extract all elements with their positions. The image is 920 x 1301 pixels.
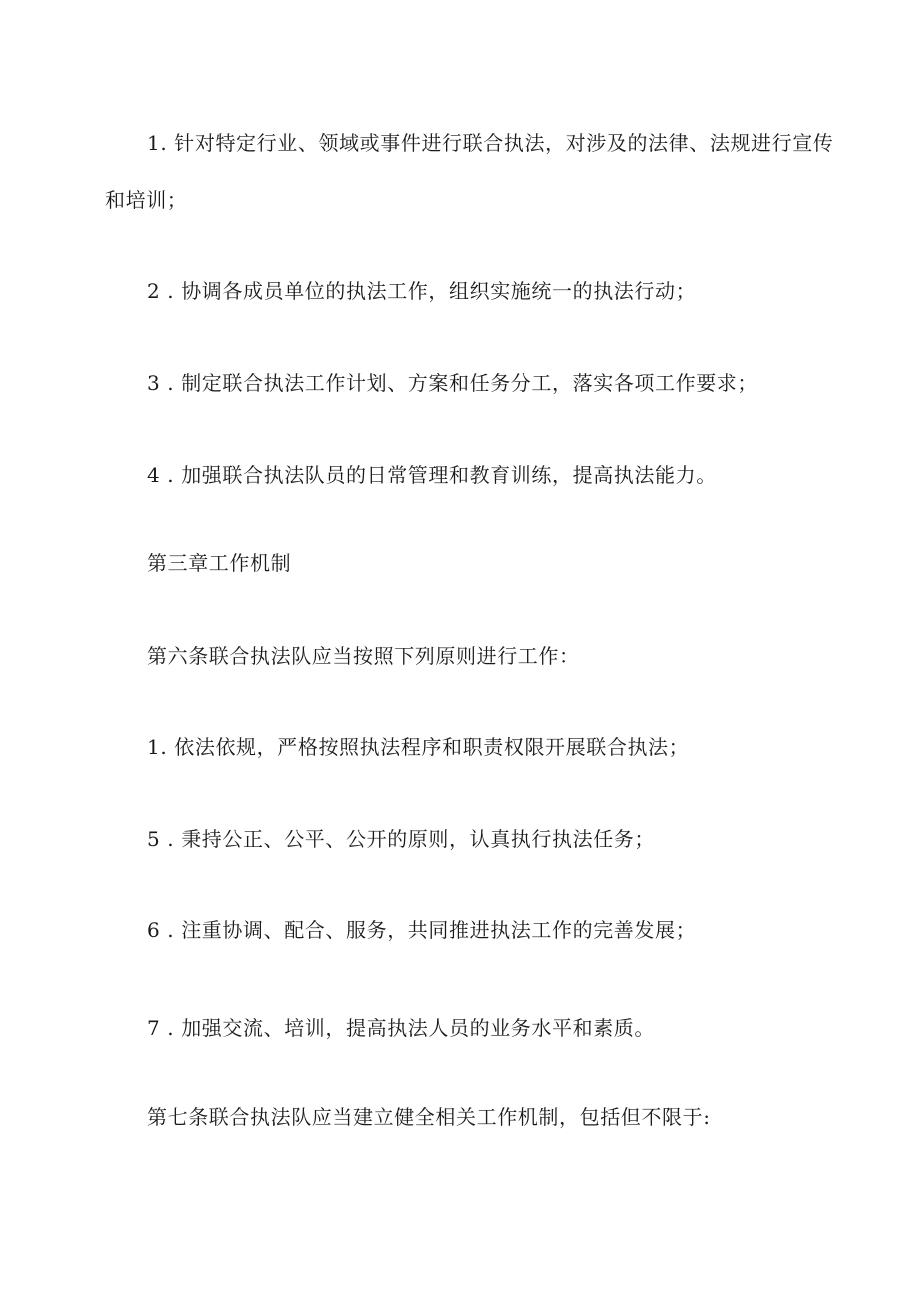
- paragraph-4: 4 . 加强联合执法队员的日常管理和教育训练，提高执法能力。: [147, 463, 717, 487]
- chapter-heading: 第三章工作机制: [147, 551, 292, 575]
- paragraph-principle-7: 7 . 加强交流、培训，提高执法人员的业务水平和素质。: [147, 1016, 655, 1040]
- paragraph-1-line-2: 和培训；: [105, 188, 188, 212]
- paragraph-principle-5: 5 . 秉持公正、公平、公开的原则，认真执行执法任务；: [147, 827, 655, 851]
- paragraph-article-7: 第七条联合执法队应当建立健全相关工作机制，包括但不限于:: [147, 1105, 711, 1129]
- paragraph-1-line-1: 1. 针对特定行业、领域或事件进行联合执法，对涉及的法律、法规进行宣传: [147, 131, 834, 155]
- paragraph-article-6: 第六条联合执法队应当按照下列原则进行工作：: [147, 644, 580, 668]
- paragraph-principle-1: 1. 依法依规，严格按照执法程序和职责权限开展联合执法；: [147, 735, 690, 759]
- paragraph-3: 3 . 制定联合执法工作计划、方案和任务分工，落实各项工作要求；: [147, 371, 758, 395]
- paragraph-principle-6: 6 . 注重协调、配合、服务，共同推进执法工作的完善发展；: [147, 918, 697, 942]
- paragraph-2: 2 . 协调各成员单位的执法工作，组织实施统一的执法行动；: [147, 279, 697, 303]
